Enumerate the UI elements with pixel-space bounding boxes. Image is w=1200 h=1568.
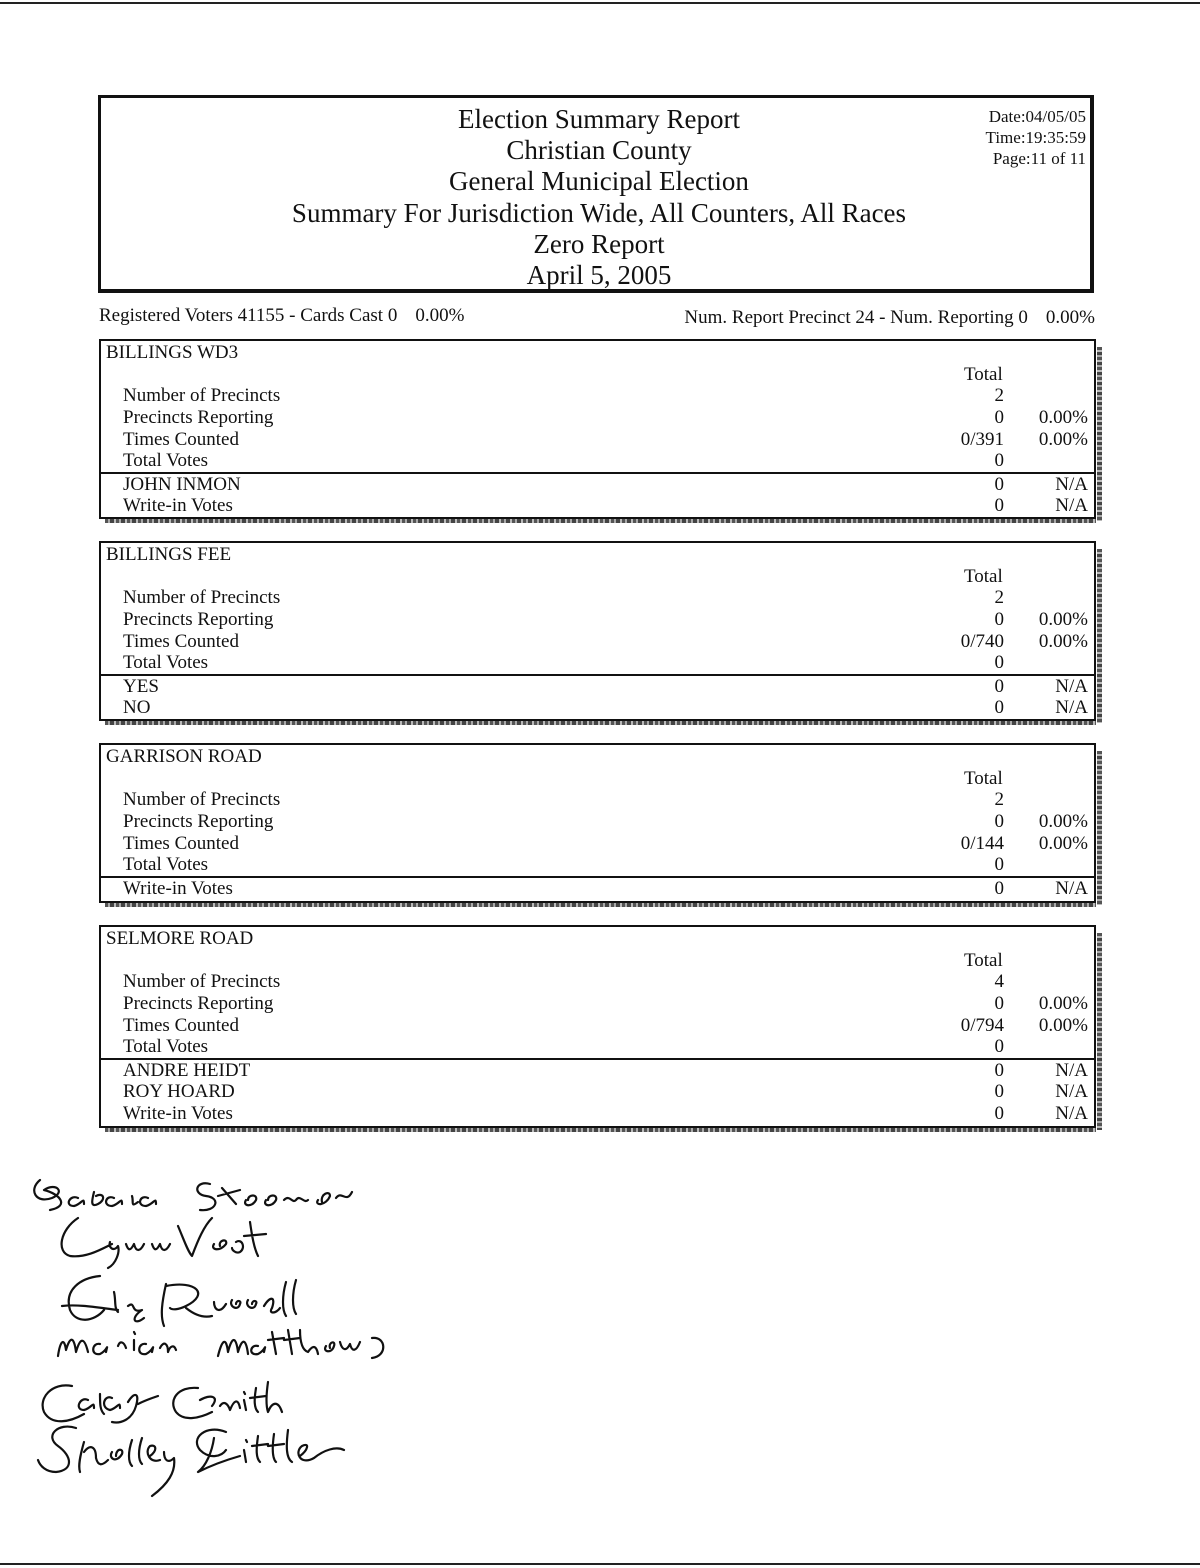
choice-pct: N/A	[1055, 878, 1088, 899]
signature-block	[0, 1160, 520, 1520]
total-column-header: Total	[964, 566, 1003, 587]
stat-pct: 0.00%	[1038, 429, 1088, 450]
stat-row	[101, 833, 1094, 855]
stat-value: 0/391	[960, 429, 1004, 450]
choice-row	[101, 1060, 1094, 1082]
choice-pct: N/A	[1055, 495, 1088, 516]
stat-pct: 0.00%	[1038, 811, 1088, 832]
race-billings-wd3	[99, 339, 1096, 519]
stat-label: Precincts Reporting	[123, 609, 274, 630]
stat-value: 0	[994, 811, 1004, 832]
total-column-header: Total	[964, 364, 1003, 385]
choice-value: 0	[994, 1103, 1004, 1124]
race-name: BILLINGS WD3	[106, 342, 239, 363]
stat-row	[101, 971, 1094, 993]
stat-label: Times Counted	[123, 429, 239, 450]
stat-value: 0	[994, 1036, 1004, 1057]
race-name: GARRISON ROAD	[106, 746, 262, 767]
stat-value: 0/740	[960, 631, 1004, 652]
choice-pct: N/A	[1055, 474, 1088, 495]
stat-value: 0/794	[960, 1015, 1004, 1036]
choice-row	[101, 878, 1094, 900]
stat-label: Total Votes	[123, 854, 209, 875]
stat-pct: 0.00%	[1038, 1015, 1088, 1036]
title-line: Christian County	[506, 135, 692, 166]
choice-label: YES	[123, 676, 159, 697]
report-meta	[986, 106, 1086, 169]
race-billings-fee	[99, 541, 1096, 721]
signature-5	[43, 1382, 282, 1422]
stat-label: Number of Precincts	[123, 971, 281, 992]
stat-pct: 0.00%	[1038, 631, 1088, 652]
stat-value: 0	[994, 609, 1004, 630]
report-header	[98, 95, 1094, 293]
stat-value: 0	[994, 450, 1004, 471]
total-column-header: Total	[964, 768, 1003, 789]
race-selmore-road	[99, 925, 1096, 1128]
report-title	[101, 104, 1097, 291]
signature-1	[34, 1180, 352, 1210]
stat-value: 0	[994, 993, 1004, 1014]
stat-row	[101, 407, 1094, 429]
title-line: Zero Report	[533, 228, 665, 259]
scan-bottom-edge	[0, 1563, 1200, 1565]
precinct-reporting-text: Num. Report Precinct 24 - Num. Reporting 0	[684, 307, 1028, 328]
choice-value: 0	[994, 495, 1004, 516]
choice-pct: N/A	[1055, 1103, 1088, 1124]
choice-label: Write-in Votes	[123, 1103, 233, 1124]
title-line: General Municipal Election	[449, 166, 749, 197]
registered-voters-text: Registered Voters 41155 - Cards Cast 0	[99, 305, 398, 326]
title-line: Summary For Jurisdiction Wide, All Counters, All Races	[291, 197, 907, 228]
choice-value: 0	[994, 697, 1004, 718]
signatures-drawing	[0, 1160, 520, 1520]
stat-value: 2	[994, 789, 1004, 810]
choice-row	[101, 474, 1094, 496]
stat-label: Times Counted	[123, 1015, 239, 1036]
stat-label: Number of Precincts	[123, 789, 281, 810]
choice-value: 0	[994, 1060, 1004, 1081]
stat-row	[101, 652, 1094, 674]
stat-row	[101, 385, 1094, 407]
stat-row	[101, 450, 1094, 472]
signature-2	[62, 1218, 266, 1268]
stat-row	[101, 429, 1094, 451]
race-name: BILLINGS FEE	[106, 544, 232, 565]
stat-value: 0/144	[960, 833, 1004, 854]
choice-value: 0	[994, 676, 1004, 697]
report-time: Time:19:35:59	[985, 128, 1086, 147]
choice-pct: N/A	[1055, 1081, 1088, 1102]
scan-top-edge	[0, 2, 1200, 4]
choice-row	[101, 676, 1094, 698]
signature-6	[38, 1427, 344, 1496]
stat-label: Total Votes	[123, 450, 209, 471]
choice-pct: N/A	[1055, 676, 1088, 697]
choice-label: ROY HOARD	[123, 1081, 235, 1102]
race-name: SELMORE ROAD	[106, 928, 254, 949]
report-page: Page:11 of 11	[992, 149, 1086, 168]
stat-value: 0	[994, 652, 1004, 673]
choice-value: 0	[994, 1081, 1004, 1102]
cards-cast-pct: 0.00%	[415, 305, 465, 326]
stat-label: Precincts Reporting	[123, 407, 274, 428]
choice-label: JOHN INMON	[123, 474, 241, 495]
stat-label: Precincts Reporting	[123, 811, 274, 832]
stat-row	[101, 811, 1094, 833]
choice-label: NO	[123, 697, 151, 718]
precinct-summary	[684, 307, 1095, 329]
choice-pct: N/A	[1055, 1060, 1088, 1081]
stat-pct: 0.00%	[1038, 833, 1088, 854]
title-line: Election Summary Report	[458, 104, 740, 134]
choice-label: Write-in Votes	[123, 878, 233, 899]
total-column-header: Total	[964, 950, 1003, 971]
stat-row	[101, 789, 1094, 811]
stat-label: Number of Precincts	[123, 385, 281, 406]
stat-row	[101, 1036, 1094, 1058]
choice-row	[101, 1081, 1094, 1103]
stat-value: 0	[994, 854, 1004, 875]
choice-label: Write-in Votes	[123, 495, 233, 516]
stat-row	[101, 587, 1094, 609]
stat-value: 4	[994, 971, 1004, 992]
stat-value: 2	[994, 385, 1004, 406]
report-date: Date:04/05/05	[988, 107, 1086, 126]
choice-value: 0	[994, 878, 1004, 899]
stat-pct: 0.00%	[1038, 993, 1088, 1014]
stat-label: Total Votes	[123, 652, 209, 673]
stat-label: Times Counted	[123, 631, 239, 652]
signature-4	[58, 1330, 383, 1358]
stat-value: 0	[994, 407, 1004, 428]
stat-label: Precincts Reporting	[123, 993, 274, 1014]
choice-pct: N/A	[1055, 697, 1088, 718]
stat-label: Total Votes	[123, 1036, 209, 1057]
stat-pct: 0.00%	[1038, 407, 1088, 428]
choice-row	[101, 697, 1094, 719]
stat-label: Times Counted	[123, 833, 239, 854]
choice-row	[101, 495, 1094, 517]
stat-pct: 0.00%	[1038, 609, 1088, 630]
stat-row	[101, 993, 1094, 1015]
precinct-reporting-pct: 0.00%	[1045, 307, 1095, 328]
stat-row	[101, 1015, 1094, 1037]
choice-row	[101, 1103, 1094, 1125]
choice-label: ANDRE HEIDT	[123, 1060, 251, 1081]
stat-label: Number of Precincts	[123, 587, 281, 608]
choice-value: 0	[994, 474, 1004, 495]
race-garrison-road	[99, 743, 1096, 903]
stat-row	[101, 631, 1094, 653]
stat-row	[101, 609, 1094, 631]
stat-row	[101, 854, 1094, 876]
signature-3	[62, 1276, 296, 1326]
stat-value: 2	[994, 587, 1004, 608]
registered-voters-summary	[99, 305, 464, 327]
title-line: April 5, 2005	[526, 260, 672, 291]
